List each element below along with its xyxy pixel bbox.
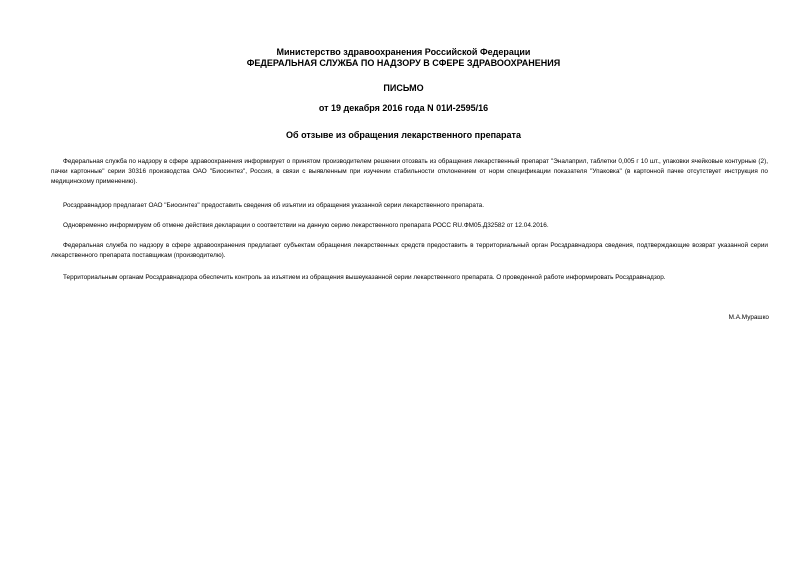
document-date-number: от 19 декабря 2016 года N 01И-2595/16 — [318, 103, 489, 113]
document-type: ПИСЬМО — [383, 83, 424, 93]
body-paragraph-subjects-request: Федеральная служба по надзору в сфере здравоохранения предлагает субъектам обращения лекарственных средств предоставить в территориальный орган Росздравнадзора сведения, подтверждающие возврат указанной серии лекарственного препарата поставщикам (производителю). — [51, 242, 768, 259]
body-paragraph-manufacturer-request: Росздравнадзор предлагает ОАО "Биосинтез" предоставить сведения об изъятии из обращения указанной серии лекарственного препарата. — [63, 202, 485, 209]
service-name: ФЕДЕРАЛЬНАЯ СЛУЖБА ПО НАДЗОРУ В СФЕРЕ ЗДРАВООХРАНЕНИЯ — [246, 58, 561, 68]
body-paragraph-recall-info: Федеральная служба по надзору в сфере здравоохранения информирует о принятом производителем решении отозвать из обращения лекарственный препарат "Эналаприл, таблетки 0,005 г 10 шт., упаковки ячейковые контурные (2), пачки картонные" серии 30316 производства ОАО "Биосинтез", Россия, в связи с выявленным при изучении стабильности отклонением от норм спецификации показателя "Упаковка" (в картонной пачке отсутствует инструкция по медицинскому применению). — [51, 158, 768, 185]
ministry-name: Министерство здравоохранения Российской Федерации — [276, 47, 531, 57]
body-paragraph-territorial-control: Территориальным органам Росздравнадзора обеспечить контроль за изъятием из обращения вышеуказанной серии лекарственного препарата. О проведенной работе информировать Росздравнадзор. — [63, 274, 666, 281]
document-subject: Об отзыве из обращения лекарственного препарата — [286, 130, 521, 140]
signature: М.А.Мурашко — [728, 314, 769, 321]
body-paragraph-declaration-cancel: Одновременно информируем об отмене действия декларации о соответствии на данную серию лекарственного препарата РОСС RU.ФМ05.Д32582 от 12.04.2016. — [63, 222, 549, 229]
